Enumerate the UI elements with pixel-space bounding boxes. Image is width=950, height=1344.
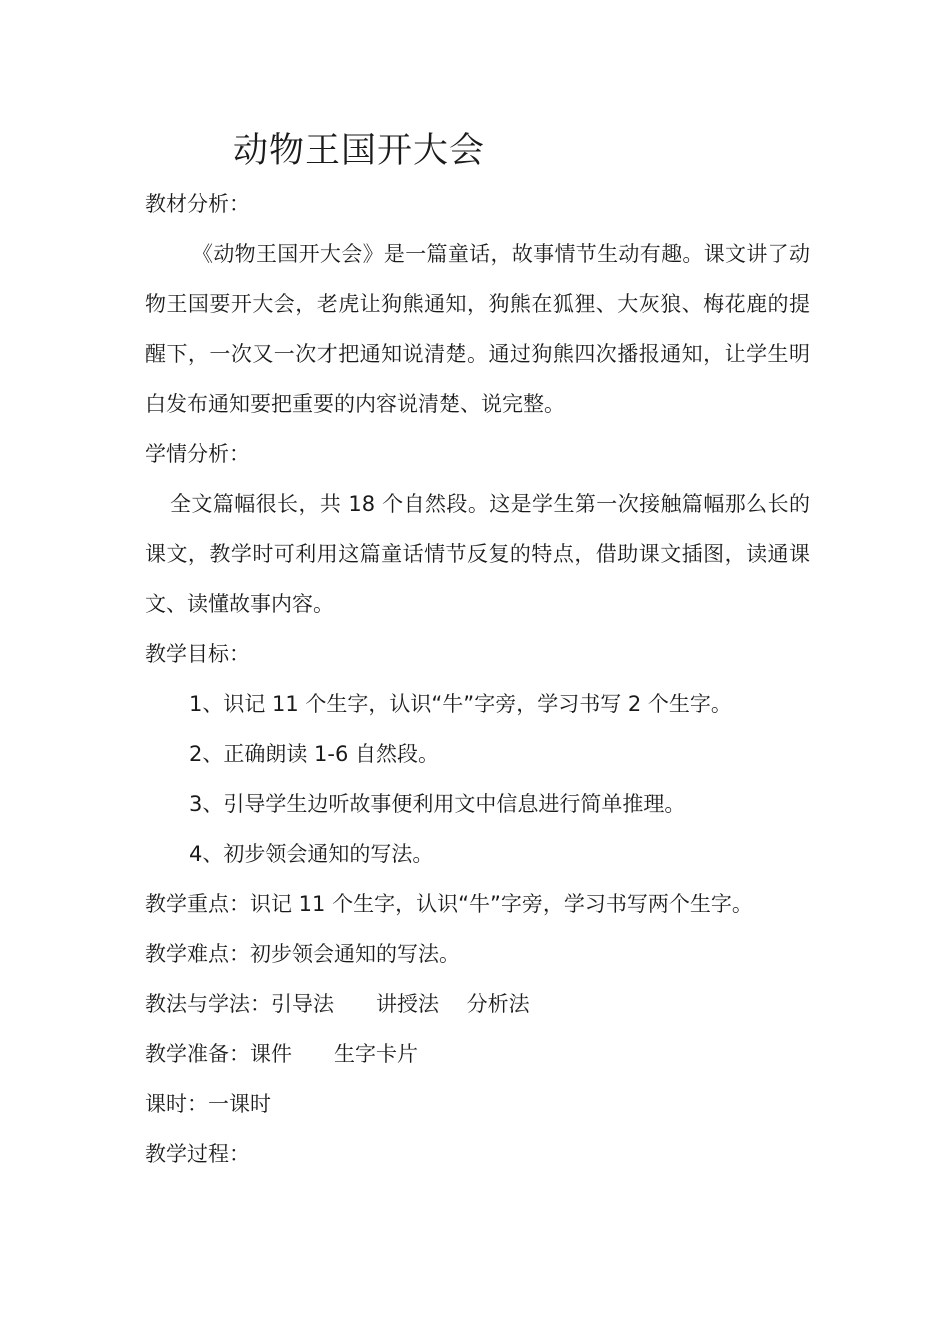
material-analysis-heading: 教材分析： xyxy=(145,192,250,216)
material-analysis-paragraph: 《动物王国开大会》是一篇童话，故事情节生动有趣。课文讲了动物王国要开大会，老虎让狗熊通知，狗熊在狐狸、大灰狼、梅花鹿的提醒下，一次又一次才把通知说清楚。通过狗熊四次播报通知，让学生明白发布通知要把重要的内容说清楚、说完整。 xyxy=(145,242,810,416)
teaching-goal-item: 3、引导学生边听故事便利用文中信息进行简单推理。 xyxy=(189,792,686,816)
teaching-key-points: 教学重点：识记 11 个生字，认识“牛”字旁，学习书写两个生字。 xyxy=(145,892,753,916)
student-analysis-heading: 学情分析： xyxy=(145,442,250,466)
teaching-goal-item: 4、初步领会通知的写法。 xyxy=(189,842,434,866)
document-title: 动物王国开大会 xyxy=(233,131,486,171)
teaching-difficulties: 教学难点：初步领会通知的写法。 xyxy=(145,942,460,966)
teaching-methods: 教法与学法：引导法 讲授法 分析法 xyxy=(145,992,530,1016)
teaching-goals-heading: 教学目标： xyxy=(145,642,250,666)
student-analysis-paragraph: 全文篇幅很长，共 18 个自然段。这是学生第一次接触篇幅那么长的课文，教学时可利用这篇童话情节反复的特点，借助课文插图，读通课文、读懂故事内容。 xyxy=(145,492,810,616)
teaching-goal-item: 1、识记 11 个生字，认识“牛”字旁，学习书写 2 个生字。 xyxy=(189,692,732,716)
teaching-process-heading: 教学过程： xyxy=(145,1142,250,1166)
teaching-preparation: 教学准备：课件 生字卡片 xyxy=(145,1042,418,1066)
teaching-goal-item: 2、正确朗读 1-6 自然段。 xyxy=(189,742,440,766)
document-body xyxy=(145,179,810,1179)
class-duration: 课时：一课时 xyxy=(145,1092,271,1116)
